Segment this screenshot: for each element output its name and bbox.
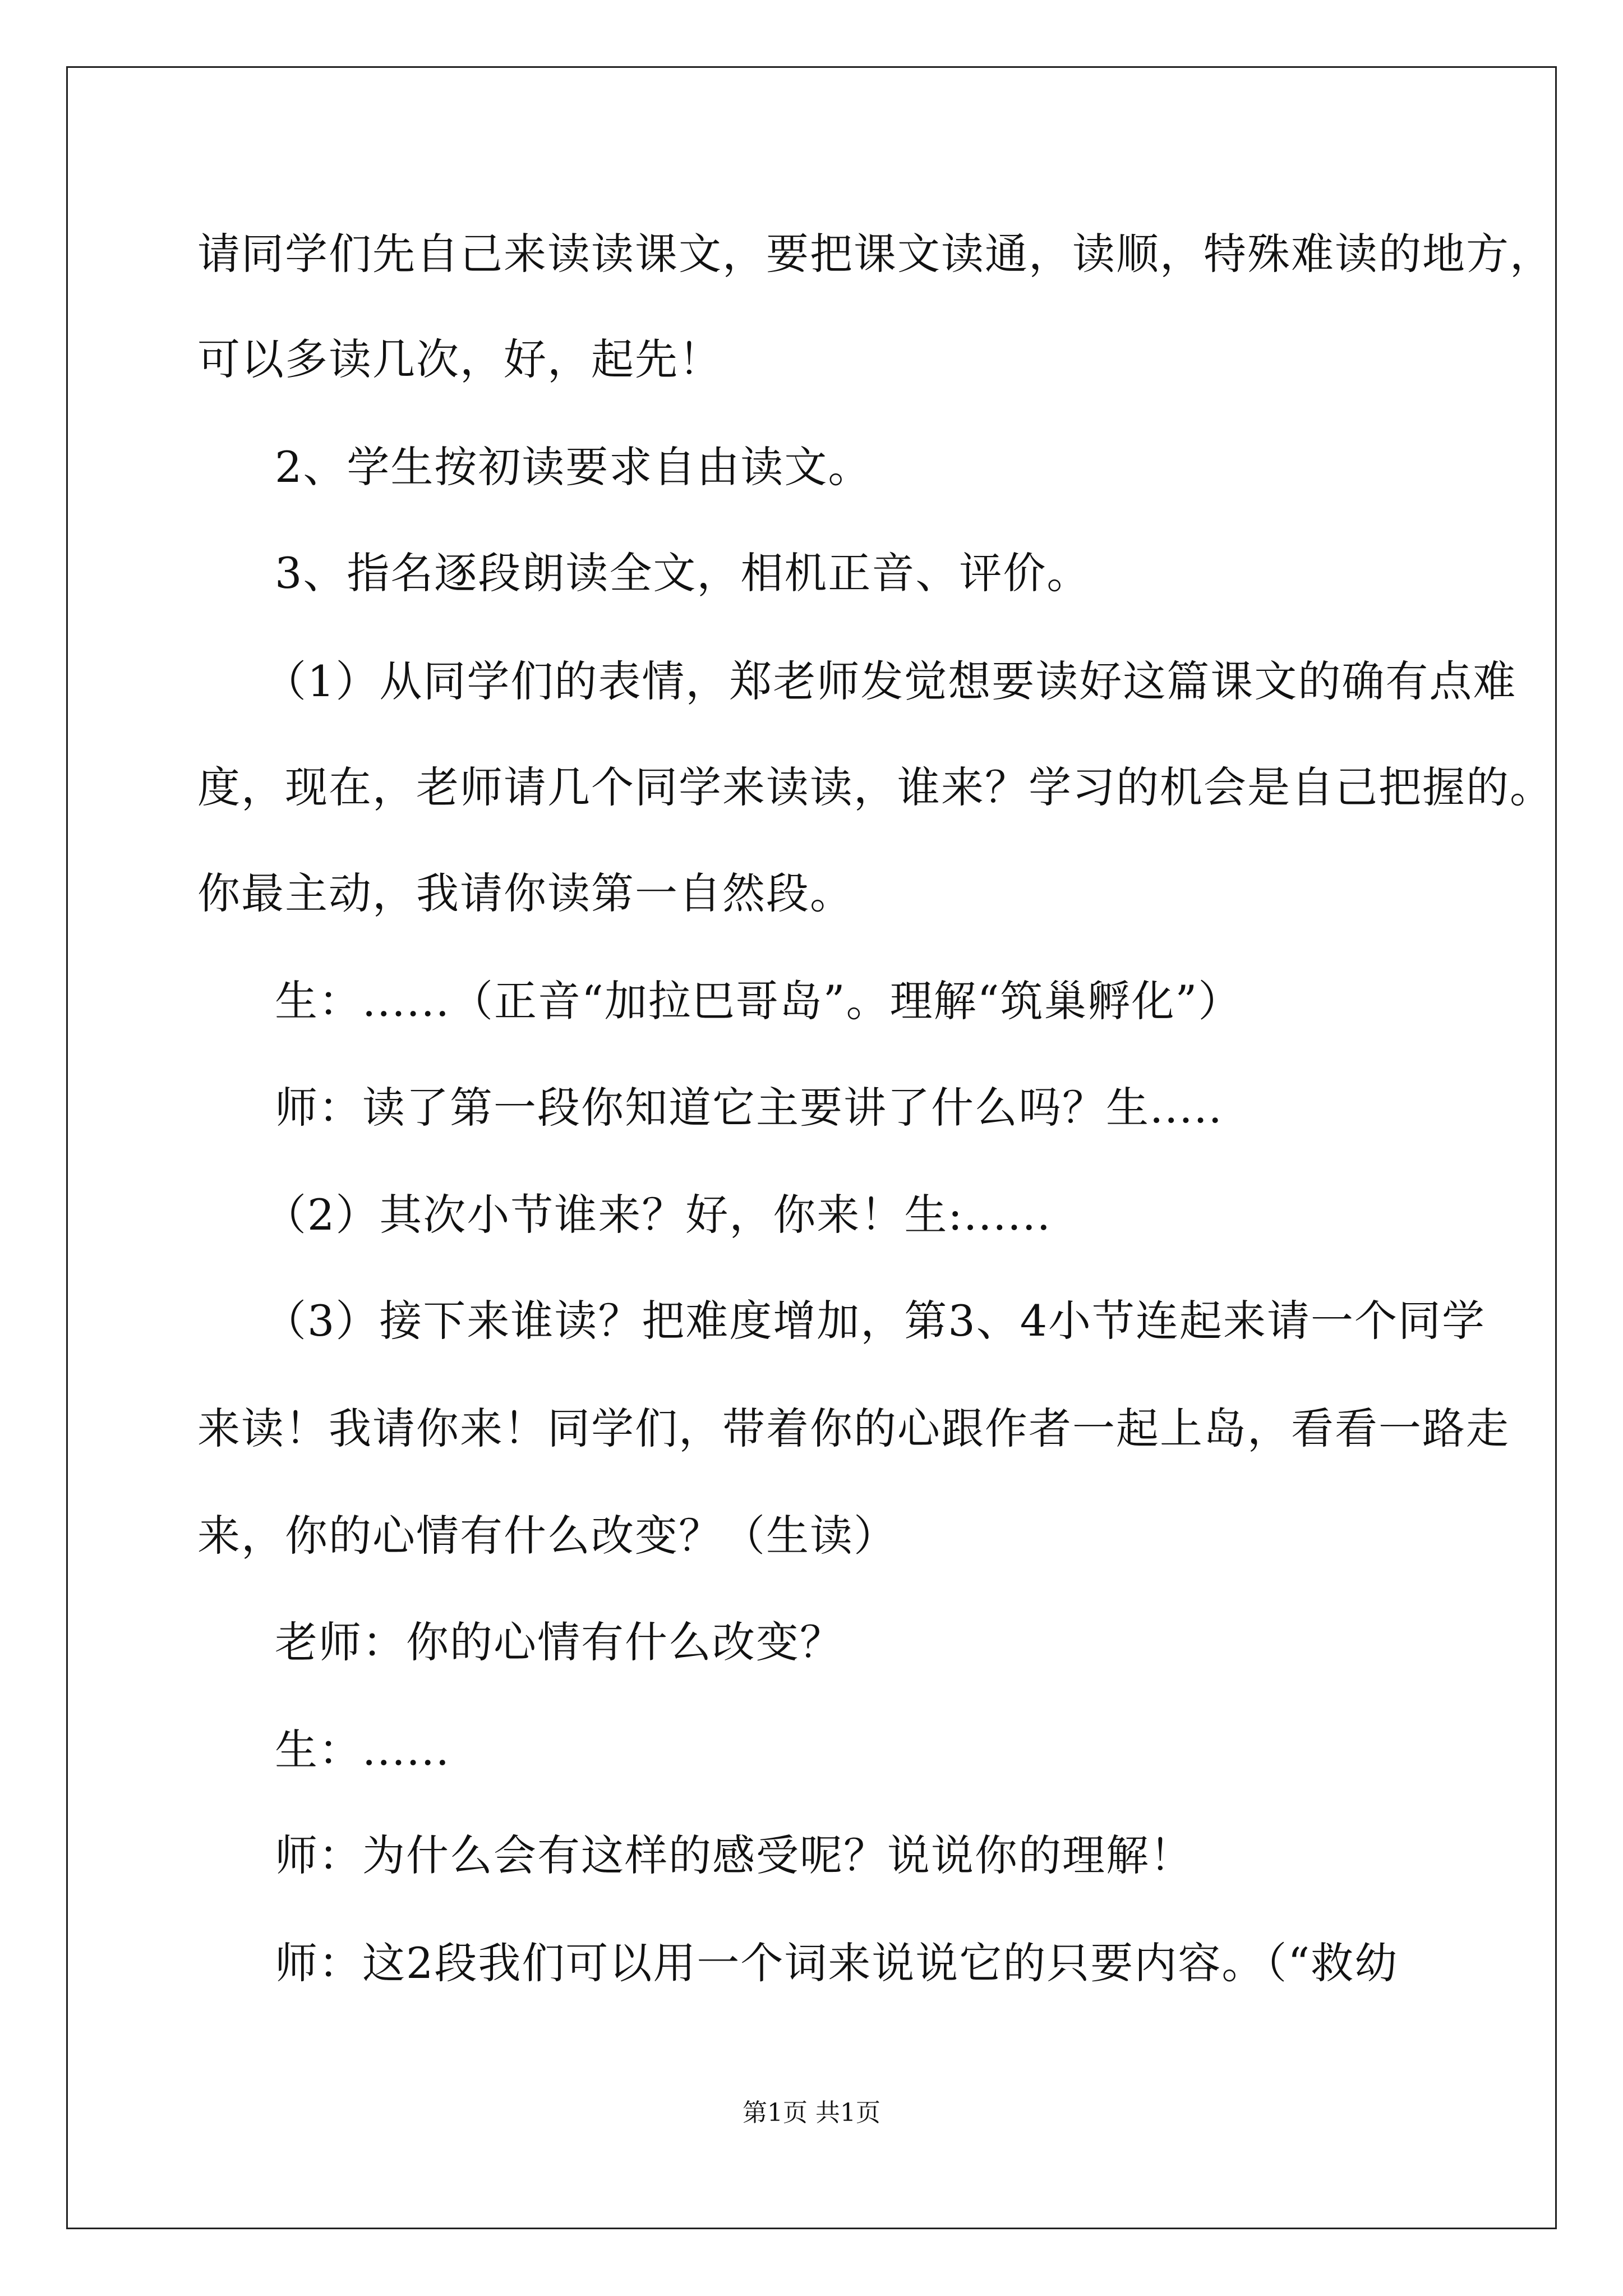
text-line: 师：这2段我们可以用一个词来说说它的只要内容。（“救幼 [275, 1938, 1399, 1988]
text-line: 师：为什么会有这样的感受呢？说说你的理解！ [275, 1830, 1193, 1880]
text-line: 2、学生按初读要求自由读文。 [275, 442, 872, 492]
text-line: 可以多读几次，好，起先！ [197, 334, 722, 384]
text-line: 生：...... [275, 1725, 450, 1775]
page-number-footer: 第1页 共1页 [743, 2099, 880, 2127]
text-line: 度，现在，老师请几个同学来读读，谁来？学习的机会是自己把握的。 [197, 762, 1553, 812]
text-line: （1）从同学们的表情，郑老师发觉想要读好这篇课文的确有点难 [264, 656, 1517, 706]
text-line: 3、指名逐段朗读全文，相机正音、评价。 [275, 548, 1091, 598]
text-line: 老师：你的心情有什么改变？ [275, 1617, 843, 1667]
text-line: 来，你的心情有什么改变？（生读） [197, 1511, 897, 1561]
text-line: （2）其次小节谁来？好，你来！生:...... [264, 1190, 1052, 1240]
text-line: 请同学们先自己来读读课文，要把课文读通，读顺，特殊难读的地方， [197, 229, 1553, 279]
text-line: 你最主动，我请你读第一自然段。 [197, 868, 854, 918]
text-line: 来读！我请你来！同学们，带着你的心跟作者一起上岛，看看一路走 [197, 1404, 1510, 1453]
text-line: （3）接下来谁读？把难度增加，第3、4小节连起来请一个同学 [264, 1296, 1486, 1346]
text-line: 生：......（正音“加拉巴哥岛”。理解“筑巢孵化”） [275, 976, 1242, 1026]
page-border [66, 66, 1557, 2229]
text-line: 师：读了第一段你知道它主要讲了什么吗？生..... [275, 1083, 1223, 1133]
